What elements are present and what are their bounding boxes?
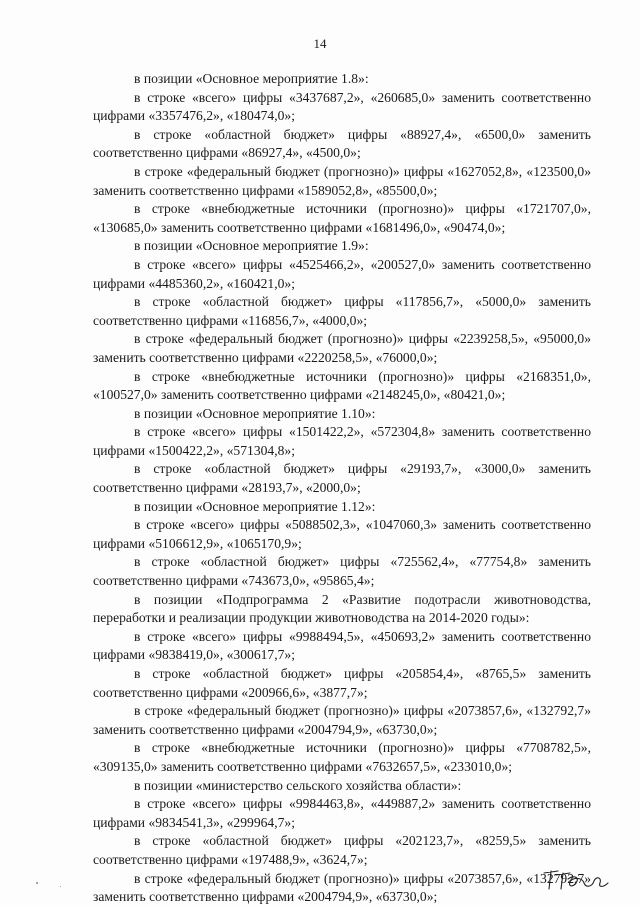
paragraph: в строке «всего» цифры «4525466,2», «200527,0» заменить соответственно цифрами «4485360,2», «160421,0»; [93,256,591,291]
paragraph: в строке «областной бюджет» цифры «117856,7», «5000,0» заменить соответственно цифрами «116856,7», «4000,0»; [93,294,591,328]
paragraph: в строке «всего» цифры «1501422,2», «572304,8» заменить соответственно цифрами «1500422,2», «571304,8»; [93,424,591,458]
document-body [93,70,591,907]
signature-mark [538,865,610,893]
scan-speck [60,886,61,887]
scan-speck [36,882,38,884]
paragraph: в строке «всего» цифры «9988494,5», «450693,2» заменить соответственно цифрами «9838419,0», «300617,7»; [93,628,591,663]
paragraph: в строке «областной бюджет» цифры «88927,4», «6500,0» заменить соответственно цифрами «86927,4», «4500,0»; [93,126,591,161]
page-number: 14 [313,36,327,51]
paragraph: в строке «федеральный бюджет (прогнозно)» цифры «1627052,8», «123500,0» заменить соответственно цифрами «1589052,8», «85500,0»; [93,163,591,198]
paragraph: в строке «федеральный бюджет (прогнозно)» цифры «2073857,6», «132792,7» заменить соответственно цифрами «2004794,9», «63730,0»; [93,870,591,905]
paragraph: в строке «областной бюджет» цифры «205854,4», «8765,5» заменить соответственно цифрами «200966,6», «3877,7»; [93,666,591,700]
paragraph: в строке «внебюджетные источники (прогнозно)» цифры «7708782,5», «309135,0» заменить соответственно цифрами «7632657,5», «233010,0»; [93,740,591,774]
paragraph-heading: в позиции «Основное мероприятие 1.12»: [134,498,376,514]
paragraph: в строке «всего» цифры «3437687,2», «260685,0» заменить соответственно цифрами «3357476,2», «180474,0»; [93,89,591,124]
paragraph-heading: в позиции «Основное мероприятие 1.8»: [134,71,369,86]
paragraph-heading: в позиции «министерство сельского хозяйства области»: [134,777,462,793]
paragraph: в строке «федеральный бюджет (прогнозно)» цифры «2073857,6», «132792,7» заменить соответственно цифрами «2004794,9», «63730,0»; [93,703,591,737]
paragraph: в строке «областной бюджет» цифры «202123,7», «8259,5» заменить соответственно цифрами «197488,9», «3624,7»; [93,833,591,867]
paragraph-heading: в позиции «Основное мероприятие 1.9»: [134,238,369,254]
paragraph: в строке «всего» цифры «9984463,8», «449887,2» заменить соответственно цифрами «9834541,3», «299964,7»; [93,796,591,830]
paragraph: в строке «федеральный бюджет (прогнозно)» цифры «2239258,5», «95000,0» заменить соответственно цифрами «2220258,5», «76000,0»; [93,331,591,365]
paragraph-heading: в позиции «Основное мероприятие 1.10»: [134,405,376,421]
paragraph: в строке «областной бюджет» цифры «725562,4», «77754,8» заменить соответственно цифрами «743673,0», «95865,4»; [93,554,591,589]
paragraph: в строке «внебюджетные источники (прогнозно)» цифры «2168351,0», «100527,0» заменить соответственно цифрами «2148245,0», «80421,0»; [93,368,591,403]
paragraph: в строке «областной бюджет» цифры «29193,7», «3000,0» заменить соответственно цифрами «28193,7», «2000,0»; [93,461,591,496]
paragraph: в позиции «Подпрограмма 2 «Развитие подотрасли животноводства, переработки и реализации продукции животноводства на 2014-2020 годы»: [93,591,591,626]
paragraph: в строке «всего» цифры «5088502,3», «1047060,3» заменить соответственно цифрами «5106612,9», «1065170,9»; [93,517,591,551]
paragraph: в строке «внебюджетные источники (прогнозно)» цифры «1721707,0», «130685,0» заменить соответственно цифрами «1681496,0», «90474,0»; [93,201,591,235]
